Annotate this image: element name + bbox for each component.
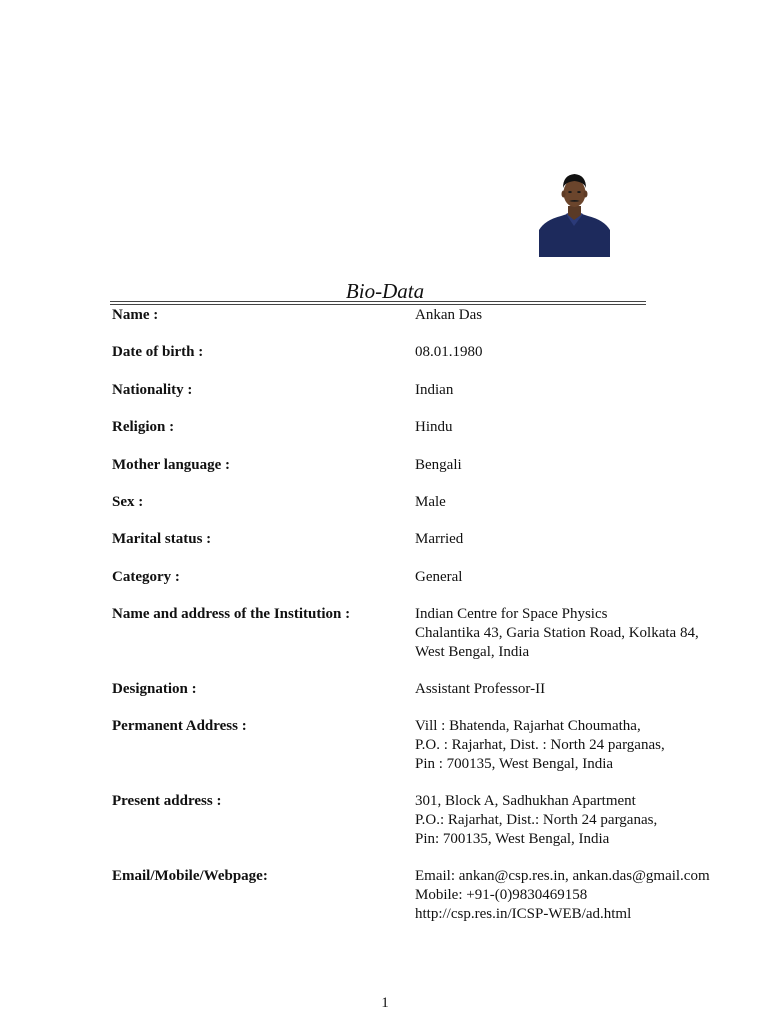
- field-value-line: P.O. : Rajarhat, Dist. : North 24 parganas,: [415, 737, 665, 753]
- field-value: [415, 381, 453, 400]
- field-label: Mother language :: [112, 457, 231, 473]
- field-label: Designation :: [112, 681, 197, 697]
- field-value: [415, 343, 483, 362]
- field-value-line: Pin: 700135, West Bengal, India: [415, 831, 610, 847]
- field-label: Permanent Address :: [112, 718, 247, 734]
- field-label: Nationality :: [112, 382, 193, 398]
- page-number: 1: [381, 995, 389, 1011]
- field-value-line: Mobile: +91-(0)9830469158: [415, 887, 588, 903]
- field-value: [415, 418, 453, 437]
- field-value-line: Married: [415, 531, 464, 547]
- field-label: Category :: [112, 569, 180, 585]
- field-value-line: 08.01.1980: [415, 344, 483, 360]
- field-label: Present address :: [112, 793, 222, 809]
- field-value-line: Male: [415, 494, 446, 510]
- title-rule-bottom: [110, 304, 646, 305]
- field-value: [415, 306, 482, 325]
- field-value-line: Chalantika 43, Garia Station Road, Kolkata 84,: [415, 625, 699, 641]
- field-value-line: http://csp.res.in/ICSP-WEB/ad.html: [415, 906, 632, 922]
- field-value-line: Indian: [415, 382, 454, 398]
- field-label: Date of birth :: [112, 344, 204, 360]
- field-value-line: Email: ankan@csp.res.in, ankan.das@gmail.com: [415, 868, 710, 884]
- profile-photo: [539, 168, 610, 257]
- field-label: Email/Mobile/Webpage:: [112, 868, 268, 884]
- field-label: Name :: [112, 307, 159, 323]
- title-rule-top: [110, 301, 646, 302]
- field-value-line: P.O.: Rajarhat, Dist.: North 24 parganas,: [415, 812, 658, 828]
- field-value-line: West Bengal, India: [415, 644, 530, 660]
- field-value-line: Pin : 700135, West Bengal, India: [415, 756, 614, 772]
- field-value: [415, 717, 665, 774]
- field-value: [415, 456, 462, 475]
- field-value-line: Indian Centre for Space Physics: [415, 606, 608, 622]
- field-value: [415, 605, 699, 662]
- field-value-line: Hindu: [415, 419, 453, 435]
- field-value-line: 301, Block A, Sadhukhan Apartment: [415, 793, 636, 809]
- field-value: [415, 680, 545, 699]
- field-label: Sex :: [112, 494, 144, 510]
- field-value-line: Assistant Professor-II: [415, 681, 546, 697]
- field-value: [415, 867, 710, 924]
- document-title: Bio-Data: [345, 279, 425, 303]
- field-label: Religion :: [112, 419, 175, 435]
- field-value-line: Bengali: [415, 457, 462, 473]
- field-value: [415, 493, 446, 512]
- field-value-line: Vill : Bhatenda, Rajarhat Choumatha,: [415, 718, 641, 734]
- field-value: [415, 530, 463, 549]
- field-value: [415, 568, 462, 587]
- field-value-line: General: [415, 569, 463, 585]
- field-value: [415, 792, 657, 849]
- field-value-line: Ankan Das: [415, 307, 483, 323]
- field-label: Marital status :: [112, 531, 212, 547]
- field-label: Name and address of the Institution :: [112, 606, 351, 622]
